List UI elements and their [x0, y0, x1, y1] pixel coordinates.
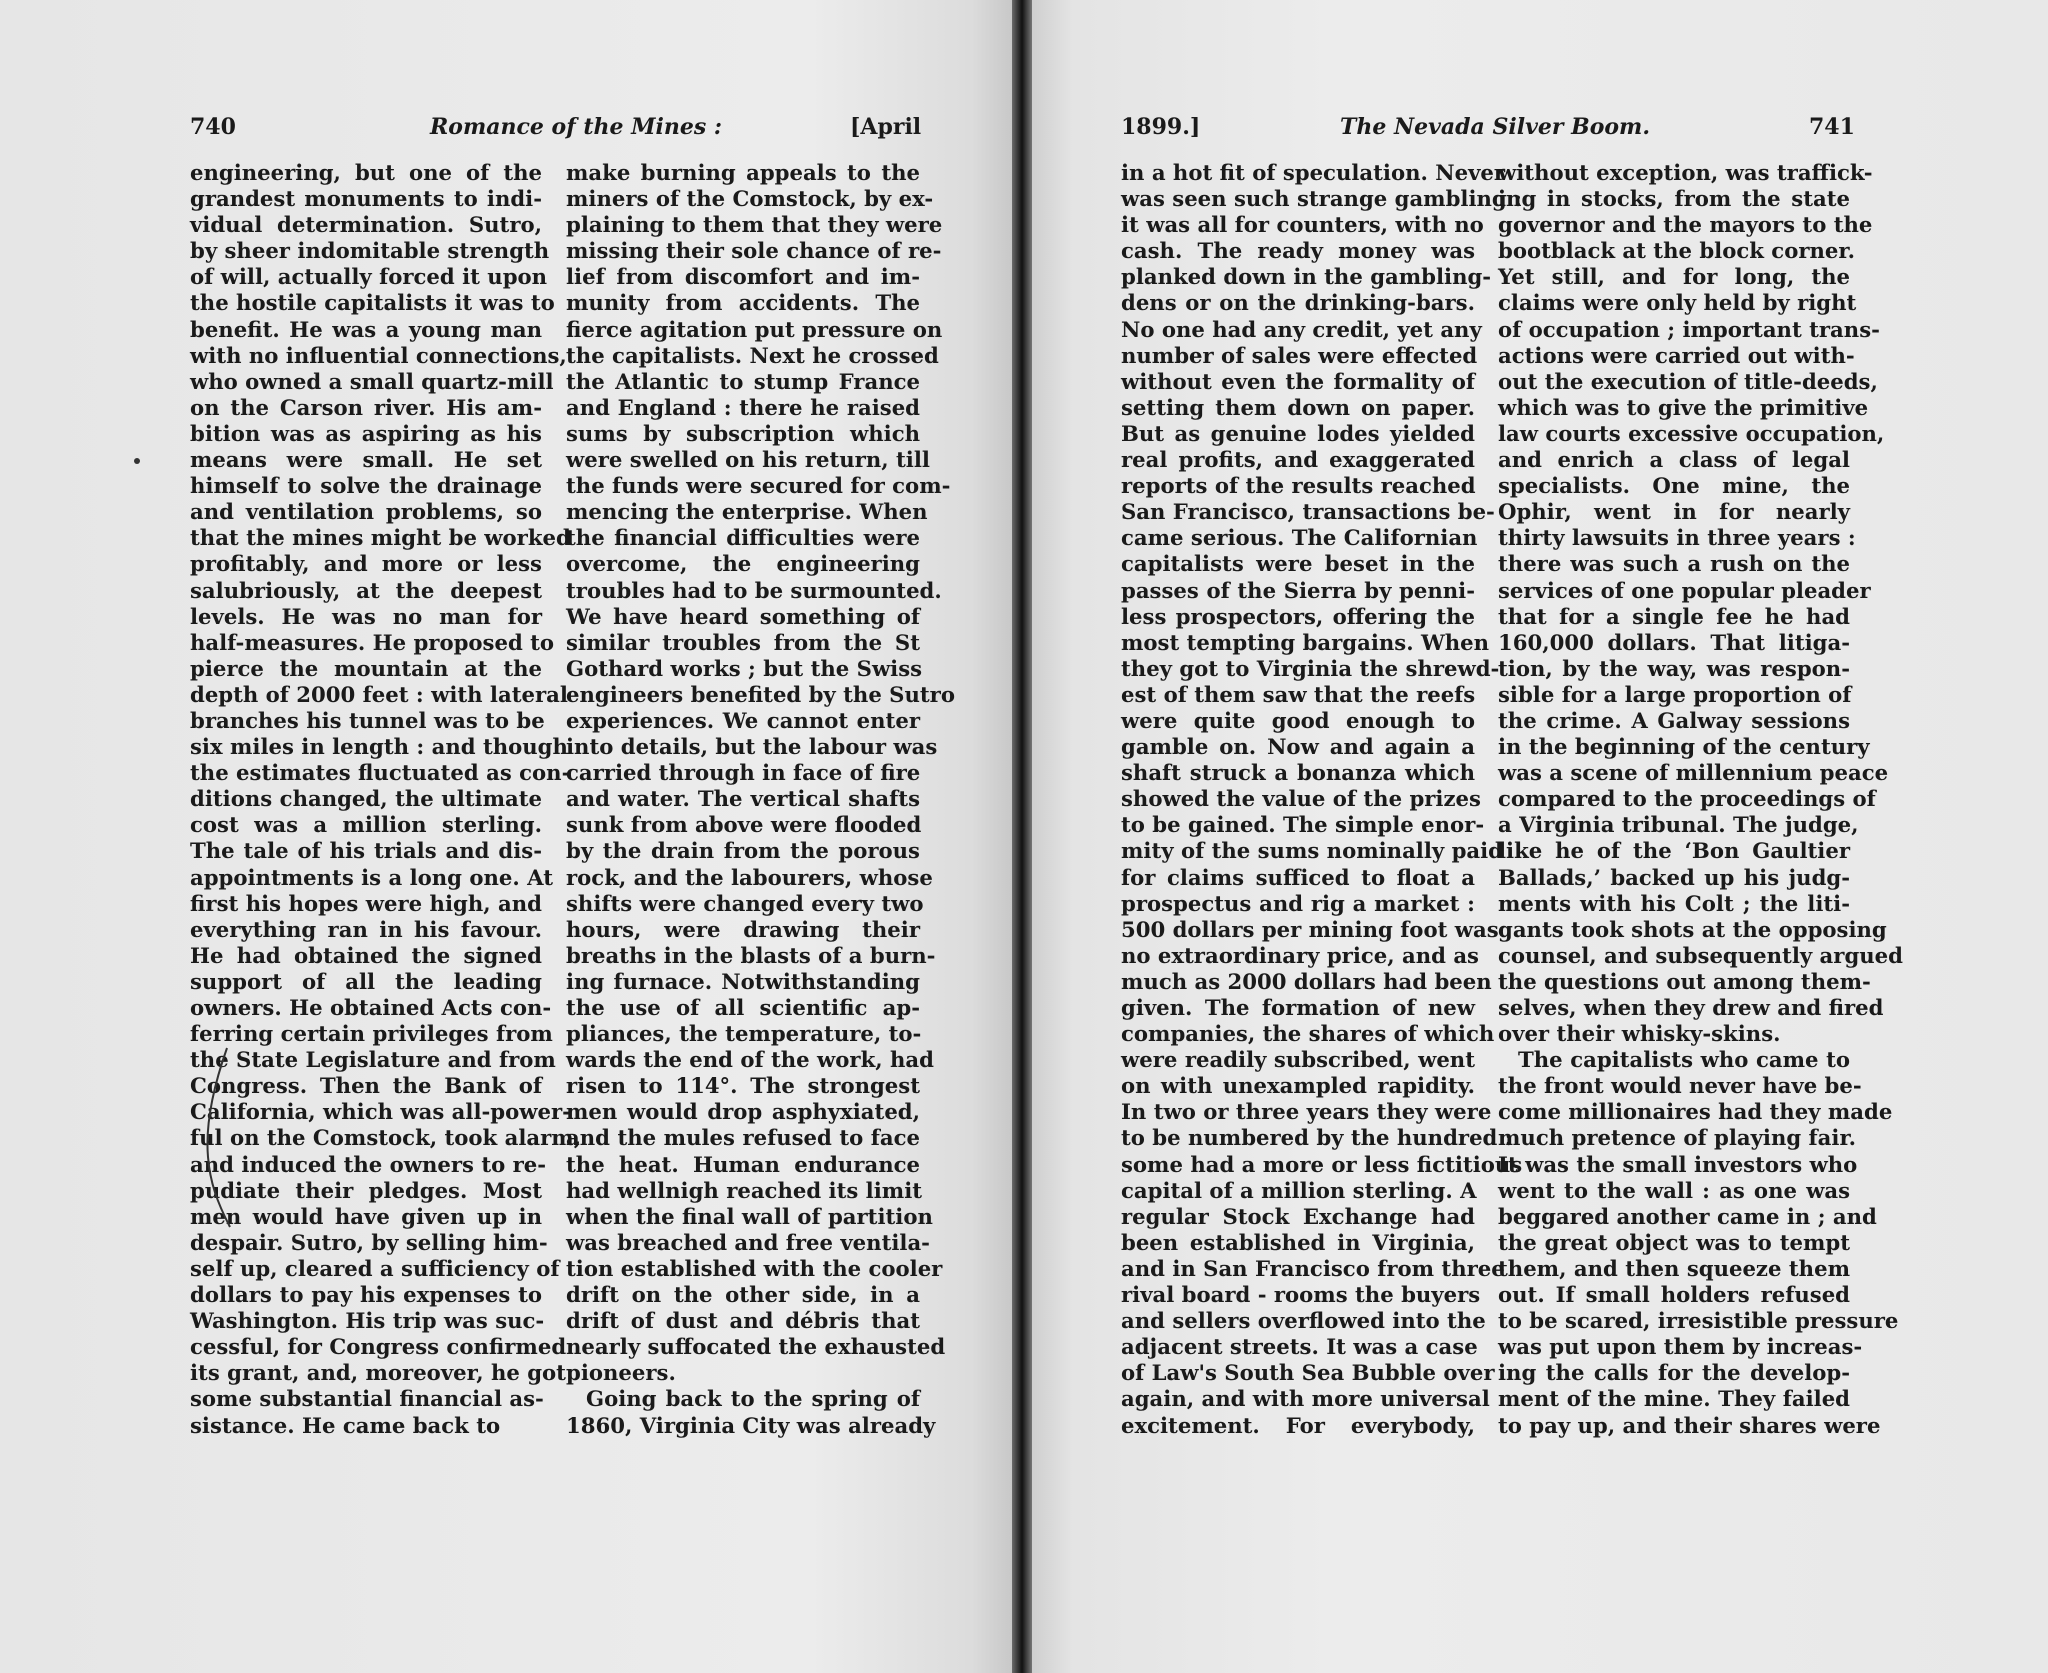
text-line: and England : there he raised [566, 394, 920, 420]
left-page-column-1 [190, 160, 582, 1439]
text-line: the front would never have be- [1498, 1073, 1862, 1099]
text-line: engineers benefited by the Sutro [566, 681, 955, 707]
text-line: over their whisky-skins. [1498, 1021, 1781, 1047]
text-line: planked down in the gambling- [1121, 264, 1492, 290]
text-line: grandest monuments to indi- [190, 186, 542, 212]
text-line: and water. The vertical shafts [566, 786, 920, 812]
text-line: risen to 114°. The strongest [566, 1073, 920, 1099]
text-line: wards the end of the work, had [566, 1047, 934, 1073]
text-line: to pay up, and their shares were [1498, 1412, 1881, 1438]
text-line: ing furnace. Notwithstanding [566, 968, 920, 994]
text-line: miners of the Comstock, by ex- [566, 186, 934, 212]
text-line: Yet still, and for long, the [1498, 264, 1850, 290]
text-line: drift on the other side, in a [566, 1282, 920, 1308]
text-line: Washington. His trip was suc- [190, 1308, 545, 1334]
text-line: 500 dollars per mining foot was [1121, 916, 1499, 942]
text-line: means were small. He set [190, 447, 542, 473]
text-line: again, and with more universal [1121, 1386, 1490, 1412]
text-line: It was the small investors who [1498, 1151, 1858, 1177]
text-line: went to the wall : as one was [1498, 1177, 1850, 1203]
text-line: In two or three years they were [1121, 1099, 1492, 1125]
text-line: out the execution of title-deeds, [1498, 368, 1878, 394]
text-line: tion established with the cooler [566, 1255, 943, 1281]
page-number-right: 741 [1809, 114, 1855, 140]
text-line: experiences. We cannot enter [566, 707, 920, 733]
text-line: came serious. The Californian [1121, 525, 1478, 551]
text-line: ments with his Colt ; the liti- [1498, 890, 1850, 916]
text-line: pierce the mountain at the [190, 655, 542, 681]
text-line: everything ran in his favour. [190, 916, 542, 942]
text-line: shifts were changed every two [566, 890, 924, 916]
text-line: Going back to the spring of [586, 1386, 920, 1412]
text-line: were swelled on his return, till [566, 447, 930, 473]
text-line: to be scared, irresistible pressure [1498, 1308, 1899, 1334]
text-line: first his hopes were high, and [190, 890, 542, 916]
text-line: of Law's South Sea Bubble over [1121, 1360, 1495, 1386]
text-line: setting them down on paper. [1121, 394, 1475, 420]
text-line: dollars to pay his expenses to [190, 1282, 542, 1308]
running-title-left: Romance of the Mines : [430, 114, 723, 140]
text-line: cost was a million sterling. [190, 812, 542, 838]
text-line: But as genuine lodes yielded [1121, 420, 1475, 446]
text-line: Ophir, went in for nearly [1498, 499, 1850, 525]
pencil-annotation [175, 1042, 235, 1232]
text-line: Ballads,’ backed up his judg- [1498, 864, 1850, 890]
text-line: The tale of his trials and dis- [190, 838, 542, 864]
text-line: less prospectors, offering the [1121, 603, 1475, 629]
text-line: appointments is a long one. At [190, 864, 553, 890]
text-line: gamble on. Now and again a [1121, 734, 1475, 760]
text-line: actions were carried out with- [1498, 342, 1855, 368]
text-line: of will, actually forced it upon [190, 264, 548, 290]
text-line: the capitalists. Next he crossed [566, 342, 939, 368]
text-line: sunk from above were flooded [566, 812, 922, 838]
text-line: real profits, and exaggerated [1121, 447, 1475, 473]
text-line: that for a single fee he had [1498, 603, 1850, 629]
text-line: vidual determination. Sutro, [190, 212, 542, 238]
text-line: by the drain from the porous [566, 838, 920, 864]
text-line: when the final wall of partition [566, 1203, 933, 1229]
text-line: mencing the enterprise. When [566, 499, 928, 525]
text-line: out. If small holders refused [1498, 1282, 1850, 1308]
text-line: lief from discomfort and im- [566, 264, 920, 290]
text-line: and in San Francisco from three [1121, 1255, 1505, 1281]
text-line: prospectus and rig a market : [1121, 890, 1475, 916]
text-line: sible for a large proportion of [1498, 681, 1852, 707]
text-line: sums by subscription which [566, 420, 920, 446]
text-line: No one had any credit, yet any [1121, 316, 1482, 342]
text-line: six miles in length : and though [190, 734, 568, 760]
text-line: were quite good enough to [1121, 707, 1475, 733]
text-line: given. The formation of new [1121, 995, 1475, 1020]
text-line: which was to give the primitive [1498, 394, 1869, 420]
text-line: troubles had to be surmounted. [566, 577, 942, 603]
text-line: San Francisco, transactions be- [1121, 499, 1495, 525]
text-line: despair. Sutro, by selling him- [190, 1229, 548, 1255]
right-page-header [1032, 114, 2048, 146]
text-line: the funds were secured for com- [566, 473, 951, 499]
text-line: ing the calls for the develop- [1498, 1360, 1850, 1386]
text-line: that the mines might be worked [190, 525, 571, 551]
text-line: est of them saw that the reefs [1121, 681, 1476, 707]
text-line: Gothard works ; but the Swiss [566, 655, 923, 681]
text-line: We have heard something of [566, 603, 920, 629]
text-line: support of all the leading [190, 968, 542, 994]
text-line: who owned a small quartz-mill [190, 368, 554, 394]
text-line: them, and then squeeze them [1498, 1255, 1850, 1281]
text-line: men would have given up in [190, 1203, 542, 1229]
text-line: make burning appeals to the [566, 160, 920, 185]
text-line: without even the formality of [1121, 368, 1475, 394]
text-line: was seen such strange gambling : [1121, 186, 1522, 212]
text-line: He had obtained the signed [190, 942, 542, 968]
text-line: cessful, for Congress confirmed [190, 1334, 567, 1360]
text-line: The capitalists who came to [1518, 1047, 1850, 1073]
text-line: the use of all scientific ap- [566, 995, 920, 1020]
text-line: sistance. He came back to [190, 1412, 501, 1438]
text-line: with no influential connections, [190, 342, 567, 368]
text-line: been established in Virginia, [1121, 1229, 1475, 1255]
text-line: ful on the Comstock, took alarm, [190, 1125, 582, 1151]
text-line: it was all for counters, with no [1121, 212, 1484, 238]
text-line: overcome, the engineering [566, 551, 920, 577]
text-line: 1860, Virginia City was already [566, 1412, 936, 1438]
text-line: had wellnigh reached its limit [566, 1177, 923, 1203]
text-line: showed the value of the prizes [1121, 786, 1481, 812]
text-line: and induced the owners to re- [190, 1151, 547, 1177]
text-line: pliances, the temperature, to- [566, 1021, 922, 1047]
text-line: the State Legislature and from [190, 1047, 556, 1073]
right-page-column-2 [1498, 160, 1903, 1439]
text-line: claims were only held by right [1498, 290, 1857, 316]
text-line: number of sales were effected [1121, 342, 1478, 368]
text-line: its grant, and, moreover, he got [190, 1360, 566, 1386]
text-line: on with unexampled rapidity. [1121, 1073, 1475, 1099]
text-line: the estimates fluctuated as con- [190, 760, 571, 786]
text-line: some had a more or less fictitious [1121, 1151, 1523, 1177]
text-line: was breached and free ventila- [566, 1229, 930, 1255]
text-line: carried through in face of fire [566, 760, 921, 786]
text-line: and enrich a class of legal [1498, 447, 1850, 473]
text-line: owners. He obtained Acts con- [190, 995, 552, 1020]
text-line: 160,000 dollars. That litiga- [1498, 629, 1850, 655]
text-line: engineering, but one of the [190, 160, 542, 185]
text-line: much pretence of playing fair. [1498, 1125, 1857, 1151]
text-line: specialists. One mine, the [1498, 473, 1850, 499]
text-line: come millionaires had they made [1498, 1099, 1893, 1125]
text-line: some substantial financial as- [190, 1386, 544, 1412]
text-line: men would drop asphyxiated, [566, 1099, 920, 1125]
text-line: the Atlantic to stump France [566, 368, 920, 394]
text-line: Congress. Then the Bank of [190, 1073, 542, 1099]
text-line: like he of the ‘Bon Gaultier [1498, 838, 1850, 864]
left-page [0, 0, 1012, 1673]
text-line: mity of the sums nominally paid [1121, 838, 1503, 864]
text-line: the great object was to tempt [1498, 1229, 1850, 1255]
text-line: capitalists were beset in the [1121, 551, 1475, 577]
text-line: much as 2000 dollars had been [1121, 968, 1492, 994]
book-gutter [1012, 0, 1032, 1673]
text-line: munity from accidents. The [566, 290, 920, 316]
text-line: profitably, and more or less [190, 551, 542, 577]
text-line: bootblack at the block corner. [1498, 238, 1855, 264]
text-line: were readily subscribed, went [1121, 1047, 1475, 1073]
text-line: depth of 2000 feet : with lateral [190, 681, 568, 707]
text-line: compared to the proceedings of [1498, 786, 1876, 812]
text-line: California, which was all-power- [190, 1099, 571, 1125]
text-line: nearly suffocated the exhausted [566, 1334, 946, 1360]
text-line: no extraordinary price, and as [1121, 942, 1479, 968]
text-line: reports of the results reached [1121, 473, 1476, 499]
text-line: in the beginning of the century [1498, 734, 1870, 760]
text-line: half-measures. He proposed to [190, 629, 555, 655]
text-line: passes of the Sierra by penni- [1121, 577, 1475, 603]
text-line: to be gained. The simple enor- [1121, 812, 1485, 838]
text-line: ferring certain privileges from [190, 1021, 553, 1047]
text-line: for claims sufficed to float a [1121, 864, 1475, 890]
left-page-column-2 [566, 160, 955, 1439]
page-number-left: 740 [190, 114, 236, 140]
text-line: rock, and the labourers, whose [566, 864, 933, 890]
text-line: levels. He was no man for [190, 603, 542, 629]
text-line: there was such a rush on the [1498, 551, 1850, 577]
text-line: hours, were drawing their [566, 916, 920, 942]
text-line: was put upon them by increas- [1498, 1334, 1863, 1360]
text-line: missing their sole chance of re- [566, 238, 942, 264]
text-line: governor and the mayors to the [1498, 212, 1873, 238]
text-line: drift of dust and débris that [566, 1308, 920, 1334]
text-line: law courts excessive occupation, [1498, 420, 1885, 446]
text-line: fierce agitation put pressure on [566, 316, 943, 342]
text-line: himself to solve the drainage [190, 473, 542, 499]
text-line: a Virginia tribunal. The judge, [1498, 812, 1859, 838]
right-page [1032, 0, 2048, 1673]
text-line: adjacent streets. It was a case [1121, 1334, 1478, 1360]
text-line: plaining to them that they were [566, 212, 943, 238]
text-line: cash. The ready money was [1121, 238, 1475, 264]
text-line: was a scene of millennium peace [1498, 760, 1889, 786]
right-page-column-1 [1121, 160, 1523, 1439]
text-line: in a hot fit of speculation. Never [1121, 160, 1506, 185]
text-line: the hostile capitalists it was to [190, 290, 555, 316]
text-line: dens or on the drinking-bars. [1121, 290, 1475, 316]
text-line: and the mules refused to face [566, 1125, 920, 1151]
ink-dot [134, 458, 140, 464]
text-line: salubriously, at the deepest [190, 577, 542, 603]
text-line: the heat. Human endurance [566, 1151, 920, 1177]
header-year: 1899.] [1121, 114, 1201, 140]
text-line: regular Stock Exchange had [1121, 1203, 1475, 1229]
text-line: to be numbered by the hundred : [1121, 1125, 1513, 1151]
text-line: into details, but the labour was [566, 734, 938, 760]
text-line: the crime. A Galway sessions [1498, 707, 1850, 733]
text-line: most tempting bargains. When [1121, 629, 1490, 655]
running-title-right: The Nevada Silver Boom. [1340, 114, 1650, 140]
text-line: self up, cleared a sufficiency of [190, 1255, 560, 1281]
header-month: [April [850, 114, 922, 140]
text-line: of occupation ; important trans- [1498, 316, 1880, 342]
text-line: pudiate their pledges. Most [190, 1177, 542, 1203]
text-line: benefit. He was a young man [190, 316, 542, 342]
text-line: and ventilation problems, so [190, 499, 542, 525]
left-page-header [0, 114, 1012, 146]
text-line: shaft struck a bonanza which [1121, 760, 1475, 786]
text-line: selves, when they drew and fired [1498, 995, 1884, 1020]
text-line: breaths in the blasts of a burn- [566, 942, 936, 968]
text-line: thirty lawsuits in three years : [1498, 525, 1856, 551]
text-line: pioneers. [566, 1360, 676, 1386]
text-line: companies, the shares of which [1121, 1021, 1495, 1047]
text-line: branches his tunnel was to be [190, 707, 545, 733]
text-line: the questions out among them- [1498, 968, 1871, 994]
text-line: without exception, was traffick- [1498, 160, 1873, 185]
text-line: on the Carson river. His am- [190, 394, 542, 420]
text-line: and sellers overflowed into the [1121, 1308, 1486, 1334]
text-line: rival board - rooms the buyers [1121, 1282, 1481, 1308]
text-line: tion, by the way, was respon- [1498, 655, 1850, 681]
text-line: the financial difficulties were [566, 525, 920, 551]
text-line: gants took shots at the opposing [1498, 916, 1887, 942]
text-line: counsel, and subsequently argued [1498, 942, 1903, 968]
text-line: ditions changed, the ultimate [190, 786, 542, 812]
text-line: bition was as aspiring as his [190, 420, 542, 446]
text-line: services of one popular pleader [1498, 577, 1871, 603]
text-line: ing in stocks, from the state [1498, 186, 1850, 212]
text-line: they got to Virginia the shrewd- [1121, 655, 1500, 681]
text-line: similar troubles from the St [566, 629, 920, 655]
text-line: by sheer indomitable strength [190, 238, 550, 264]
text-line: beggared another came in ; and [1498, 1203, 1877, 1229]
text-line: ment of the mine. They failed [1498, 1386, 1850, 1412]
text-line: excitement. For everybody, [1121, 1412, 1475, 1438]
text-line: capital of a million sterling. A [1121, 1177, 1477, 1203]
